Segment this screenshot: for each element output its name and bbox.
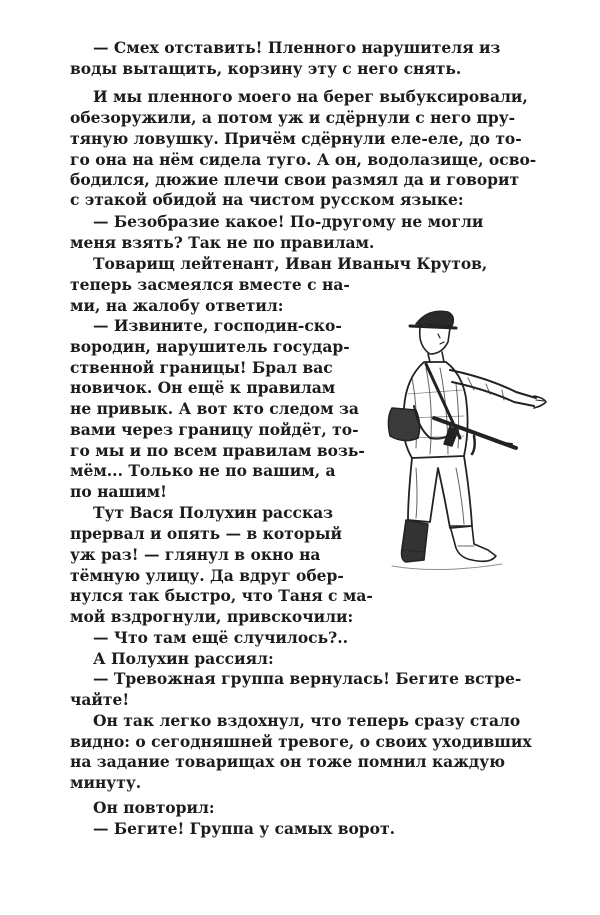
- text-line: воды вытащить, корзину эту с него снять.: [70, 59, 462, 78]
- text-line: го она на нём сидела туго. А он, водолазище, осво-: [70, 150, 537, 169]
- text-line: вородин, нарушитель государ-: [70, 337, 350, 356]
- text-line: — Смех отставить! Пленного нарушителя из: [93, 38, 501, 57]
- text-line: меня взять? Так не по правилам.: [70, 233, 375, 252]
- text-line: — Извините, господин-ско-: [93, 316, 342, 335]
- text-line: ственной границы! Брал вас: [70, 358, 333, 377]
- text-line: видно: о сегодняшней тревоге, о своих уходивших: [70, 732, 532, 751]
- text-line: А Полухин рассиял:: [93, 649, 274, 668]
- text-line: новичок. Он ещё к правилам: [70, 378, 336, 397]
- text-line: нулся так быстро, что Таня с ма-: [70, 586, 373, 605]
- text-line: — Что там ещё случилось?..: [93, 628, 349, 647]
- text-line: вами через границу пойдёт, то-: [70, 420, 359, 439]
- text-line: тёмную улицу. Да вдруг обер-: [70, 566, 344, 585]
- text-line: теперь засмеялся вместе с на-: [70, 275, 350, 294]
- text-line: мём... Только не по вашим, а: [70, 461, 336, 480]
- text-line: чайте!: [70, 690, 130, 709]
- text-line: бодился, дюжие плечи свои размял да и говорит: [70, 170, 520, 189]
- text-line: го мы и по всем правилам возь-: [70, 441, 365, 460]
- text-line: тяную ловушку. Причём сдёрнули еле-еле, до то-: [70, 129, 522, 148]
- text-line: — Безобразие какое! По-другому не могли: [93, 212, 484, 231]
- text-line: по нашим!: [70, 482, 167, 501]
- text-line: Товарищ лейтенант, Иван Иваныч Крутов,: [93, 254, 488, 273]
- text-line: Он повторил:: [93, 798, 215, 817]
- text-line: И мы пленного моего на берег выбуксировали,: [93, 87, 528, 106]
- text-line: минуту.: [70, 773, 142, 792]
- text-line: на задание товарищах он тоже помнил каждую: [70, 752, 506, 771]
- text-line: уж раз! — глянул в окно на: [70, 545, 321, 564]
- text-line: — Тревожная группа вернулась! Бегите встре-: [93, 669, 522, 688]
- text-line: Он так легко вздохнул, что теперь сразу стало: [93, 711, 521, 730]
- text-line: не привык. А вот кто следом за: [70, 399, 359, 418]
- text-line: мой вздрогнули, привскочили:: [70, 607, 354, 626]
- border-guard-soldier-icon: [378, 298, 548, 588]
- text-line: обезоружили, а потом уж и сдёрнули с него пру-: [70, 108, 516, 127]
- text-line: с этакой обидой на чистом русском языке:: [70, 190, 464, 209]
- text-line: ми, на жалобу ответил:: [70, 296, 284, 315]
- text-line: прервал и опять — в который: [70, 524, 342, 543]
- text-line: Тут Вася Полухин рассказ: [93, 503, 334, 522]
- text-line: — Бегите! Группа у самых ворот.: [93, 819, 395, 838]
